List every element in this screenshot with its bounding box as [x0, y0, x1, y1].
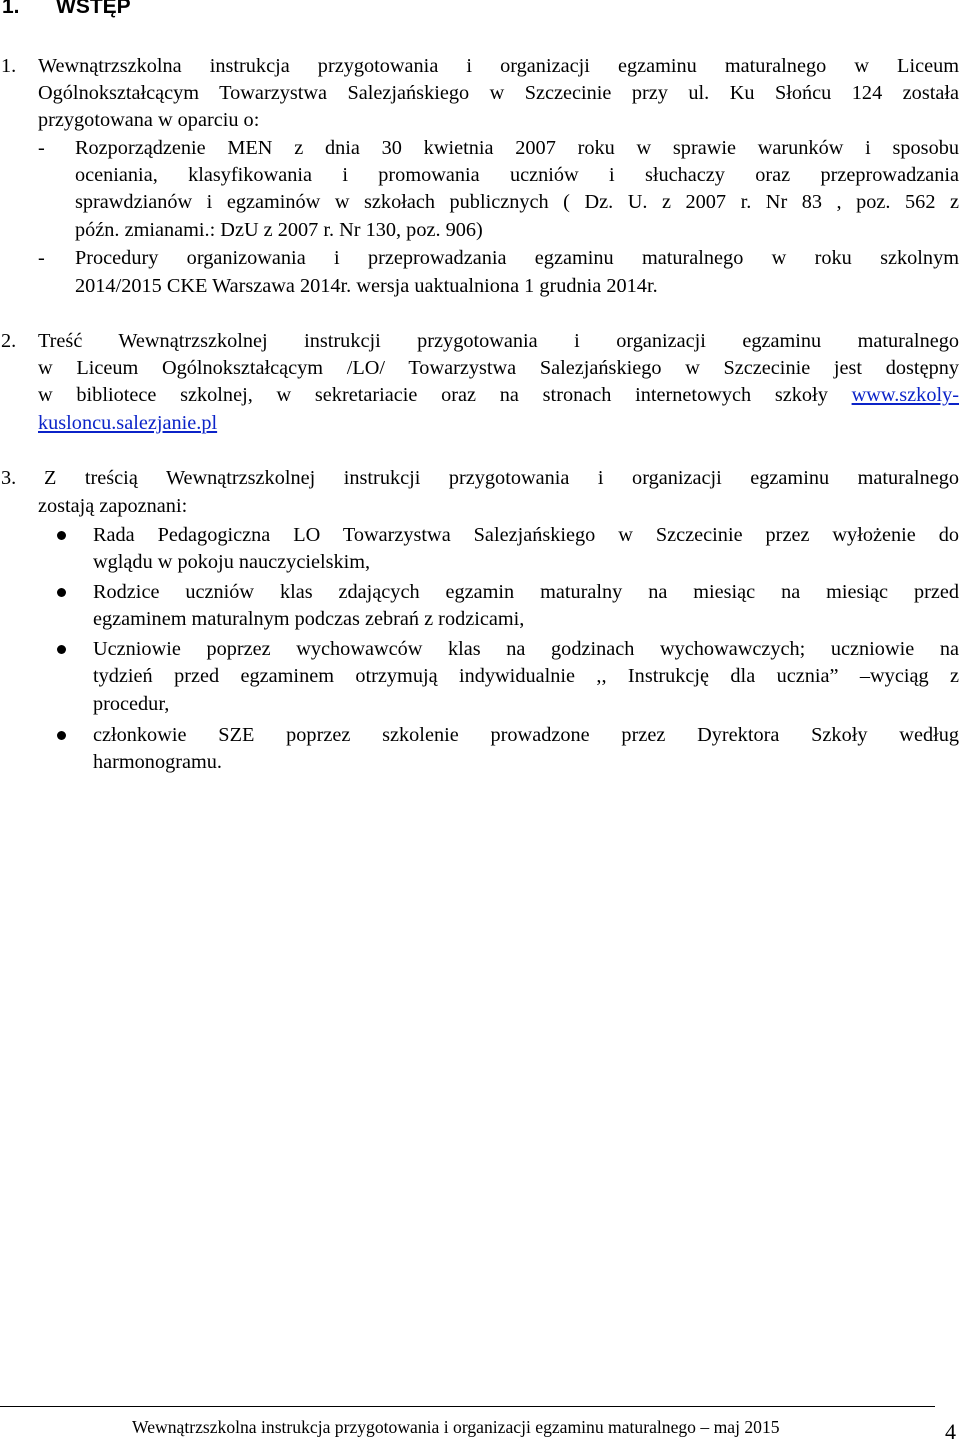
- reference-line: sprawdzianów i egzaminów w szkołach publicznych ( Dz. U. z 2007 r. Nr 83 , poz. 562 z: [75, 191, 959, 213]
- section-heading: [0, 0, 131, 21]
- bullet-icon: [57, 588, 66, 597]
- section-3-line: Z treścią Wewnątrzszkolnej instrukcji przygotowania i organizacji egzaminu maturalnego: [44, 467, 959, 489]
- reference-dash: -: [38, 137, 45, 159]
- bullet-line: egzaminem maturalnym podczas zebrań z rodzicami,: [93, 608, 525, 630]
- reference-line: późn. zmianami.: DzU z 2007 r. Nr 130, poz. 906): [75, 219, 483, 241]
- section-2-line: Treść Wewnątrzszkolnej instrukcji przygotowania i organizacji egzaminu maturalnego: [38, 330, 959, 352]
- reference-line: Rozporządzenie MEN z dnia 30 kwietnia 2007 roku w sprawie warunków i sposobu: [75, 137, 959, 159]
- footer-divider: [0, 1406, 935, 1407]
- footer-text: Wewnątrzszkolna instrukcja przygotowania i organizacji egzaminu maturalnego – maj 2015: [132, 1417, 780, 1437]
- bullet-line: procedur,: [93, 693, 170, 715]
- school-website-link-continued[interactable]: kusloncu.salezjanie.pl: [38, 412, 218, 434]
- reference-line: 2014/2015 CKE Warszawa 2014r. wersja uaktualniona 1 grudnia 2014r.: [75, 275, 658, 297]
- bullet-line: harmonogramu.: [93, 751, 222, 773]
- bullet-icon: [57, 531, 66, 540]
- school-website-link[interactable]: www.szkoly-: [851, 384, 959, 406]
- bullet-line: tydzień przed egzaminem otrzymują indywidualnie ,, Instrukcję dla ucznia” –wyciąg z: [93, 665, 959, 687]
- reference-line: oceniania, klasyfikowania i promowania uczniów i słuchaczy oraz przeprowadzania: [75, 164, 959, 186]
- bullet-icon: [57, 731, 66, 740]
- section-2-line-text: w bibliotece szkolnej, w sekretariacie oraz na stronach internetowych szkoły: [38, 384, 828, 406]
- heading-number: 1.: [2, 0, 20, 18]
- section-2-link-line: [38, 409, 959, 437]
- page-number: 4: [945, 1419, 956, 1444]
- bullet-line: Rada Pedagogiczna LO Towarzystwa Salezjańskiego w Szczecinie przez wyłożenie do: [93, 524, 959, 546]
- bullet-icon: [57, 645, 66, 654]
- bullet-line: Uczniowie poprzez wychowawców klas na godzinach wychowawczych; uczniowie na: [93, 638, 959, 660]
- bullet-line: Rodzice uczniów klas zdających egzamin maturalny na miesiąc na miesiąc przed: [93, 581, 959, 603]
- heading-title: WSTĘP: [56, 0, 131, 18]
- section-3-line: zostają zapoznani:: [38, 495, 188, 517]
- section-1-line: przygotowana w oparciu o:: [38, 109, 260, 131]
- reference-dash: -: [38, 247, 45, 269]
- bullet-line: wglądu w pokoju nauczycielskim,: [93, 551, 371, 573]
- section-1-line: Ogólnokształcącym Towarzystwa Salezjańskiego w Szczecinie przy ul. Ku Słońcu 124 została: [38, 82, 959, 104]
- section-2-number: 2.: [1, 330, 17, 352]
- reference-line: Procedury organizowania i przeprowadzania egzaminu maturalnego w roku szkolnym: [75, 247, 959, 269]
- section-3-number: 3.: [1, 467, 17, 489]
- bullet-line: członkowie SZE poprzez szkolenie prowadzone przez Dyrektora Szkoły według: [93, 724, 959, 746]
- section-1-number: 1.: [1, 55, 17, 77]
- section-2-line-with-link: [38, 381, 959, 409]
- section-1-line: Wewnątrzszkolna instrukcja przygotowania i organizacji egzaminu maturalnego w Liceum: [38, 55, 959, 77]
- section-2-line: w Liceum Ogólnokształcącym /LO/ Towarzystwa Salezjańskiego w Szczecinie jest dostępny: [38, 357, 959, 379]
